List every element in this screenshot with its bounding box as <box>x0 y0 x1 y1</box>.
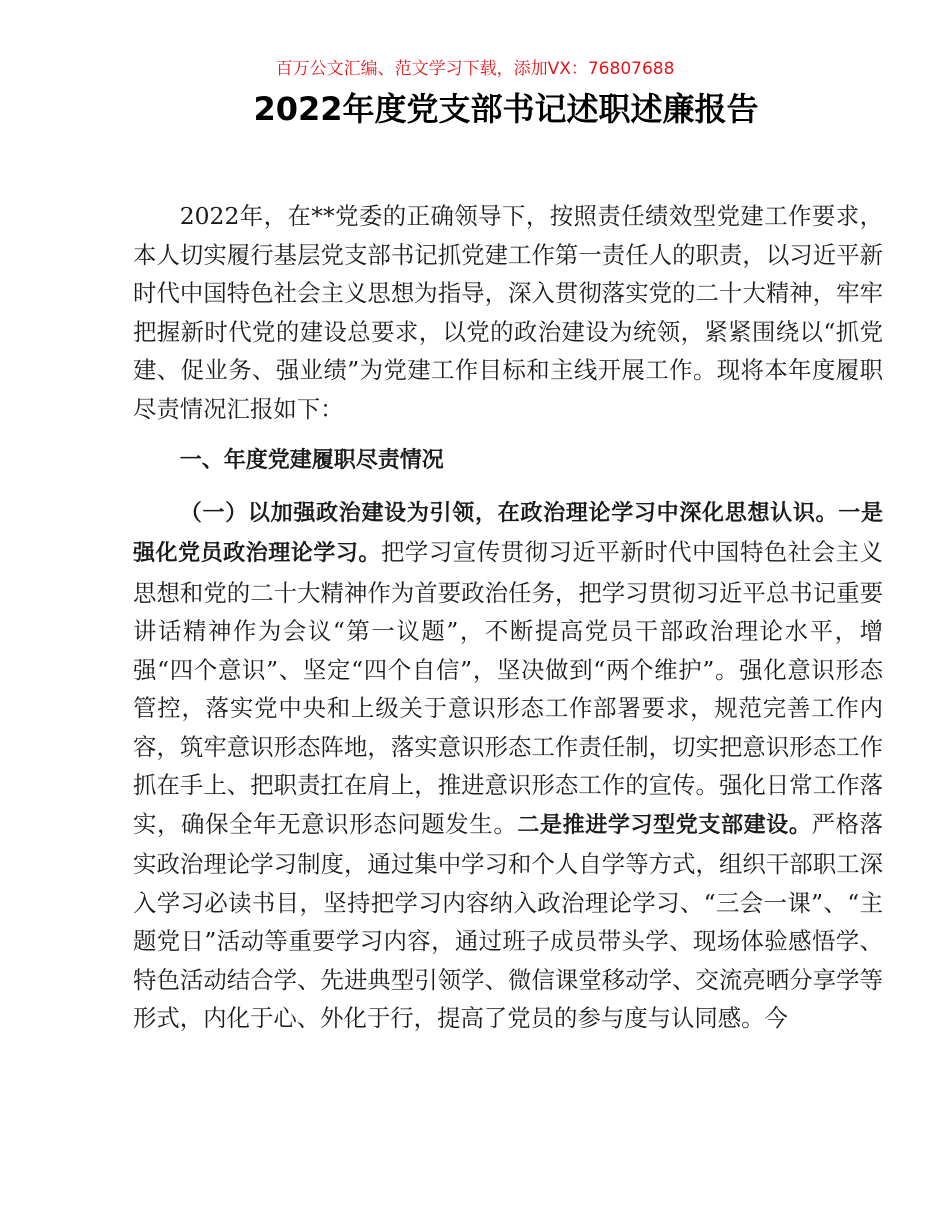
section-paragraph <box>133 493 883 1038</box>
page-title: 2022年度党支部书记述职述廉报告 <box>253 90 759 128</box>
section-heading <box>133 440 883 481</box>
point2-text: 严格落实政治理论学习制度，通过集中学习和个人自学等方式，组织干部职工深入学习必读书目，坚持把学习内容纳入政治理论学习、“三会一课”、“主题党日”活动等重要学习内容，通过班子成员带头学、现场体验感悟学、特色活动结合学、先进典型引领学、微信课堂移动学、交流亮晒分享学等形式，内化于心、外化于行，提高了党员的参与度与认同感。今 <box>133 809 884 1032</box>
item-heading: （一）以加强政治建设为引领，在政治理论学习中深化思想认识。 <box>179 500 839 526</box>
point2-heading: 二是推进学习型党支部建设。 <box>517 812 812 838</box>
document-body <box>133 197 883 1038</box>
point1-heading: 一是强化党员政治理论学习。 <box>133 500 883 566</box>
point1-text: 把学习宣传贯彻习近平新时代中国特色社会主义思想和党的二十大精神作为首要政治任务，把学习贯彻习近平总书记重要讲话精神作为会议“第一议题”，不断提高党员干部政治理论水平，增强“四个意识”、坚定“四个自信”，坚决做到“两个维护”。强化意识形态管控，落实党中央和上级关于意识形态工作部署要求，规范完善工作内容，筑牢意识形态阵地，落实意识形态工作责任制，切实把意识形态工作抓在手上、把职责扛在肩上，推进意识形态工作的宣传。强化日常工作落实，确保全年无意识形态问题发生。 <box>133 538 883 838</box>
section-heading-text: 一、年度党建履职尽责情况 <box>179 448 444 473</box>
intro-paragraph: 2022年，在**党委的正确领导下，按照责任绩效型党建工作要求，本人切实履行基层党支部书记抓党建工作第一责任人的职责，以习近平新时代中国特色社会主义思想为指导，深入贯彻落实党的二十大精神，牢牢把握新时代党的建设总要求，以党的政治建设为统领，紧紧围绕以“抓党建、促业务、强业绩”为党建工作目标和主线开展工作。现将本年度履职尽责情况汇报如下： <box>133 202 883 423</box>
watermark-banner: 百万公文汇编、范文学习下载，添加VX：76807688 <box>275 59 675 79</box>
